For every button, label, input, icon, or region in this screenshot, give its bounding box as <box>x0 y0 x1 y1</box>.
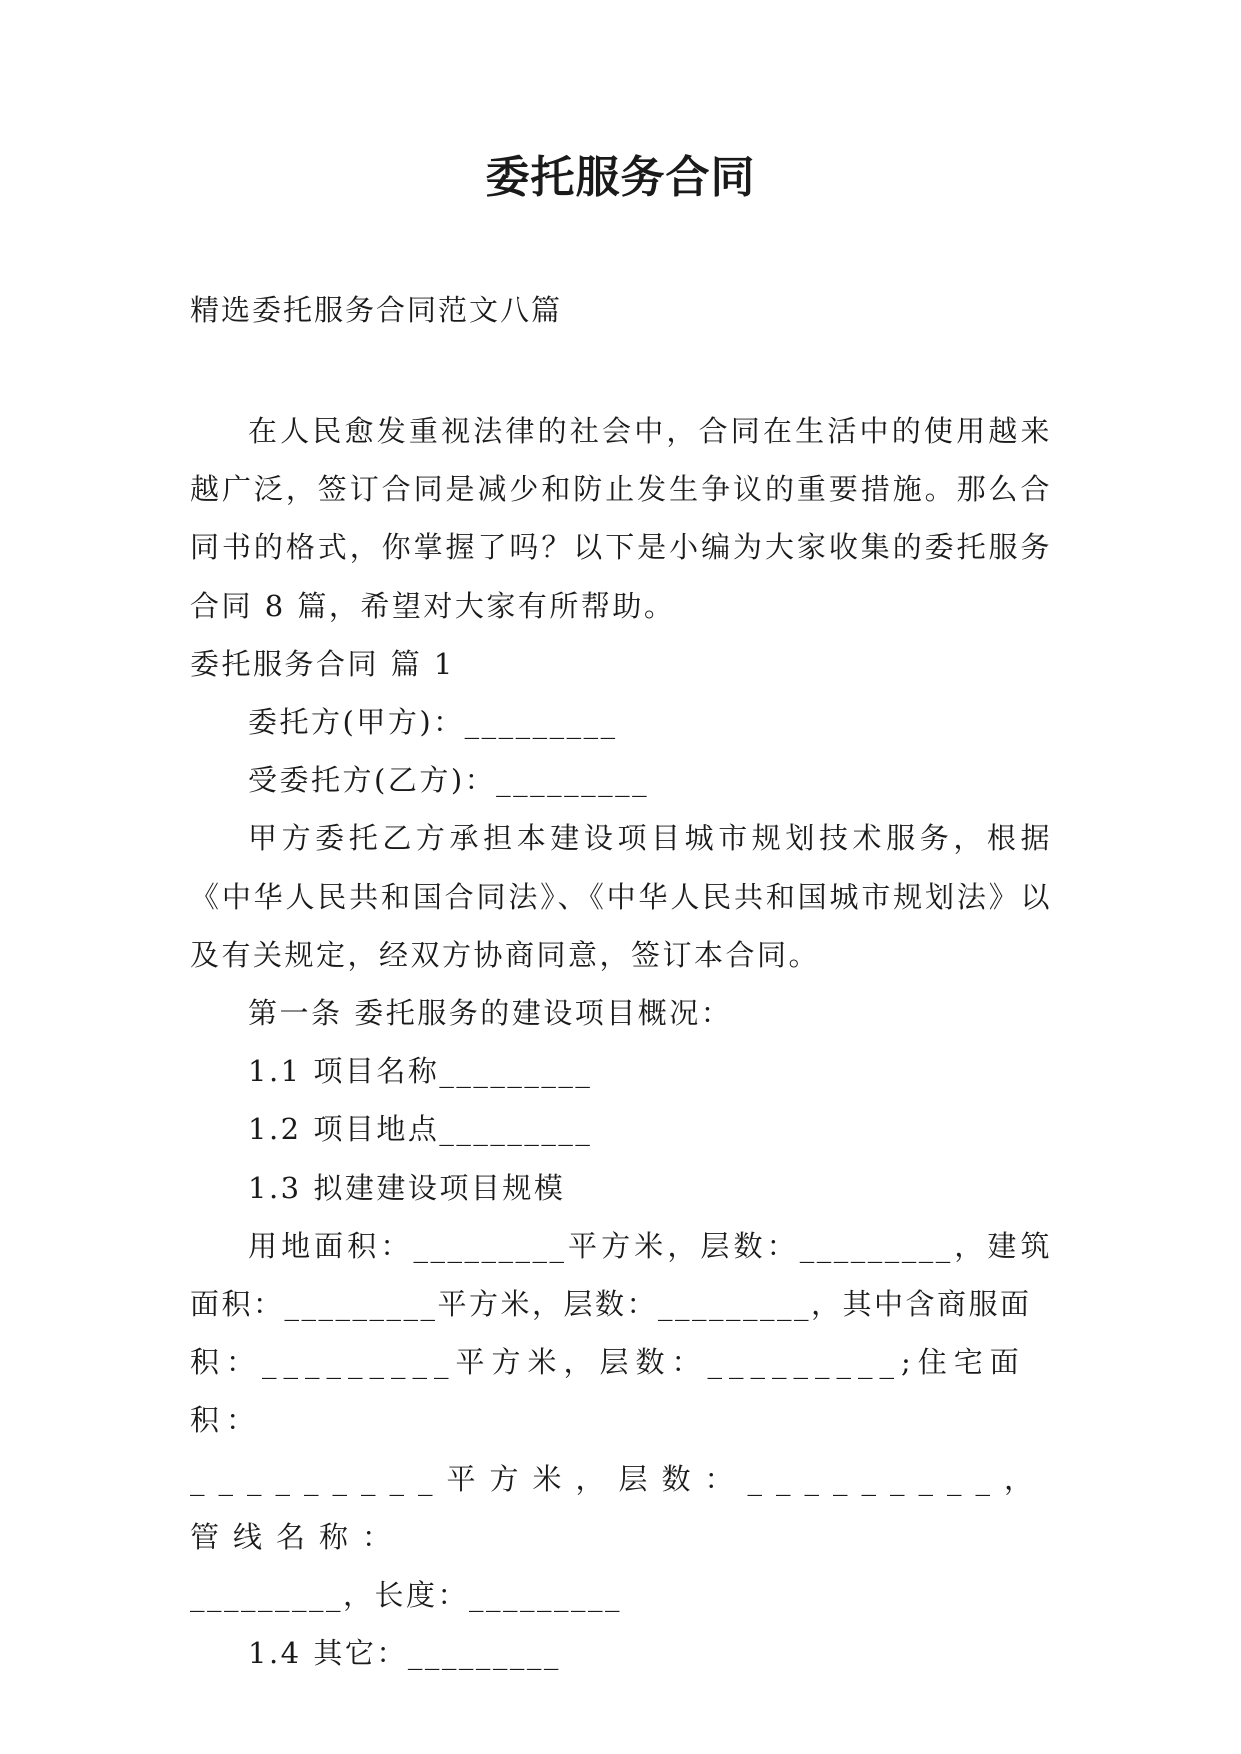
party-a-line: 委托方(甲方)：_________ <box>248 705 618 740</box>
document-subtitle: 精选委托服务合同范文八篇 <box>190 293 563 327</box>
scale-paragraph-line-3: _________平方米，层数：_________，管线名称： <box>190 1461 1048 1554</box>
section-heading: 委托服务合同 篇 1 <box>190 646 455 681</box>
item-1-4: 1.4 其它：_________ <box>248 1636 561 1671</box>
scale-paragraph-line-2: 积：_________平方米，层数：_________;住宅面积： <box>190 1345 1026 1438</box>
article-1-heading: 第一条 委托服务的建设项目概况： <box>248 996 733 1031</box>
intro-paragraph: 在人民愈发重视法律的社会中，合同在生活中的使用越来越广泛，签订合同是减少和防止发生争议的重要措施。那么合同书的格式，你掌握了吗？以下是小编为大家收集的委托服务合同 8 篇，希望对大家有所帮助。 <box>190 414 1052 623</box>
scale-paragraph-line-1: 用地面积：_________平方米，层数：_________，建筑面积：_________平方米，层数：_________，其中含商服面 <box>190 1228 1052 1322</box>
party-b-line: 受委托方(乙方)：_________ <box>248 763 650 798</box>
clause-intro-paragraph: 甲方委托乙方承担本建设项目城市规划技术服务，根据《中华人民共和国合同法》、《中华人民共和国城市规划法》以及有关规定，经双方协商同意，签订本合同。 <box>190 821 1052 972</box>
scale-paragraph-line-4: _________，长度：_________ <box>190 1578 623 1613</box>
item-1-3: 1.3 拟建建设项目规模 <box>248 1170 566 1205</box>
item-1-1: 1.1 项目名称_________ <box>248 1054 593 1089</box>
document-title: 委托服务合同 <box>485 152 756 203</box>
document-body <box>190 402 1052 1682</box>
item-1-2: 1.2 项目地点_________ <box>248 1112 593 1147</box>
